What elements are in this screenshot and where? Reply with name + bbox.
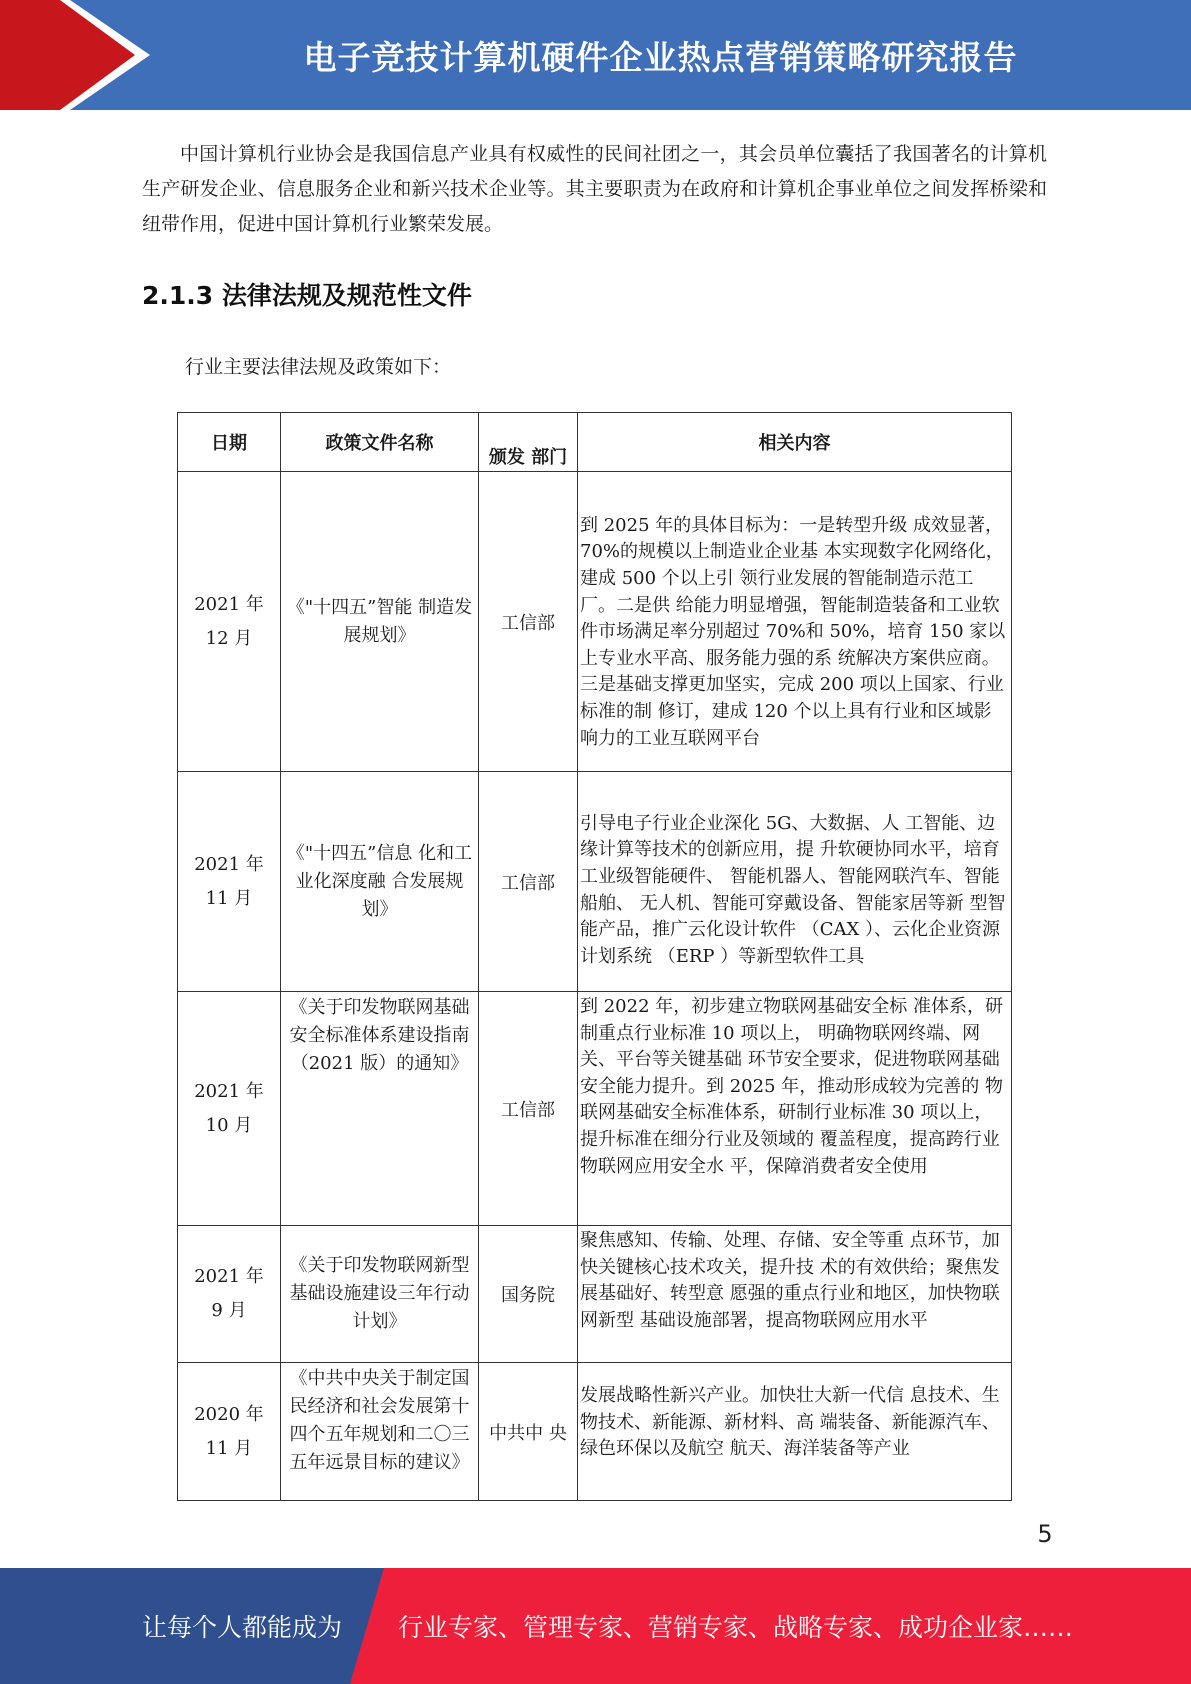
policy-name-cell: 《中共中央关于制定国民经济和社会发展第十四个五年规划和二〇三五年远景目标的建议》	[281, 1363, 479, 1501]
content-cell: 发展战略性新兴产业。加快壮大新一代信 息技术、生物技术、新能源、新材料、高 端装备、新能源汽车、绿色环保以及航空 航天、海洋装备等产业	[578, 1363, 1012, 1501]
section-heading: 2.1.3 法律法规及规范性文件	[142, 281, 472, 310]
date-year: 2021 年	[194, 1080, 264, 1102]
report-title: 电子竞技计算机硬件企业热点营销策略研究报告	[303, 37, 1018, 77]
table-row	[178, 1363, 1012, 1501]
department-cell: 工信部	[479, 772, 578, 992]
policy-name-cell: 《关于印发物联网基础安全标准体系建设指南（2021 版）的通知》	[281, 992, 479, 1226]
date-month: 11 月	[205, 887, 253, 909]
content-cell: 到 2025 年的具体目标为：一是转型升级 成效显著，70%的规模以上制造业企业基 本实现数字化网络化，建成 500 个以上引 领行业发展的智能制造示范工厂。二是供 给能力明显增强，智能制造装备和工业软 件市场满足率分别超过 70%和 50%，培育 150 家以上专业水平高、服务能力强的系 统解决方案供应商。三是基础支撑更加坚实，完成 200 项以上国家、行业标准的制 修订，建成 120 个以上具有行业和区域影 响力的工业互联网平台	[578, 472, 1012, 772]
header-date: 日期	[178, 413, 281, 472]
date-year: 2020 年	[194, 1403, 264, 1425]
header-content: 相关内容	[578, 413, 1012, 472]
date-month: 9 月	[211, 1300, 247, 1321]
content-cell: 到 2022 年，初步建立物联网基础安全标 准体系，研制重点行业标准 10 项以上， 明确物联网终端、网关、平台等关键基础 环节安全要求，促进物联网基础安全能力提升。到 2025 年，推动形成较为完善的 物联网基础安全标准体系，研制行业标准 30 项以上，提升标准在细分行业及领域的 覆盖程度，提高跨行业物联网应用安全水 平，保障消费者安全使用	[578, 992, 1012, 1226]
footer-banner	[0, 1568, 1191, 1684]
table-row	[178, 772, 1012, 992]
content-cell: 聚焦感知、传输、处理、存储、安全等重 点环节，加快关键核心技术攻关，提升技 术的有效供给；聚焦发展基础好、转型意 愿强的重点行业和地区，加快物联网新型 基础设施部署，提高物联网应用水平	[578, 1226, 1012, 1363]
policy-name-cell: 《"十四五”智能 制造发展规划》	[281, 472, 479, 772]
date-year: 2021 年	[194, 853, 264, 875]
table-intro-text: 行业主要法律法规及政策如下：	[185, 356, 452, 378]
date-cell	[178, 772, 281, 992]
footer-slogan-right: 行业专家、管理专家、营销专家、战略专家、成功企业家……	[398, 1613, 1074, 1642]
date-cell	[178, 992, 281, 1226]
department-cell: 工信部	[479, 992, 578, 1226]
date-cell	[178, 1226, 281, 1363]
policy-name-cell: 《关于印发物联网新型基础设施建设三年行动计划》	[281, 1226, 479, 1363]
date-month: 10 月	[205, 1114, 253, 1136]
date-month: 11 月	[205, 1437, 253, 1459]
date-month: 12 月	[205, 627, 253, 649]
header-banner	[0, 0, 1191, 110]
date-year: 2021 年	[194, 593, 264, 615]
date-cell	[178, 1363, 281, 1501]
header-policy-name: 政策文件名称	[281, 413, 479, 472]
department-cell: 工信部	[479, 472, 578, 772]
department-cell: 中共中 央	[479, 1363, 578, 1501]
date-year: 2021 年	[194, 1266, 264, 1287]
table-header-row	[178, 413, 1012, 472]
intro-paragraph: 中国计算机行业协会是我国信息产业具有权威性的民间社团之一，其会员单位囊括了我国著名的计算机生产研发企业、信息服务企业和新兴技术企业等。其主要职责为在政府和计算机企事业单位之间发挥桥梁和纽带作用，促进中国计算机行业繁荣发展。	[142, 143, 1047, 235]
header-arrow-decoration	[0, 0, 150, 110]
footer-slogan-left: 让每个人都能成为	[142, 1613, 343, 1642]
date-cell	[178, 472, 281, 772]
content-cell: 引导电子行业企业深化 5G、大数据、人 工智能、边缘计算等技术的创新应用，提 升软硬协同水平，培育工业级智能硬件、 智能机器人、智能网联汽车、智能船舶、 无人机、智能可穿戴设备、智能家居等新 型智能产品，推广云化设计软件 （CAX ）、云化企业资源计划系统 （ERP ）等新型软件工具	[578, 772, 1012, 992]
policy-table	[177, 412, 1012, 1501]
department-cell: 国务院	[479, 1226, 578, 1363]
table-row	[178, 1226, 1012, 1363]
header-department: 颁发 部门	[479, 413, 578, 472]
page-number: 5	[1037, 1520, 1053, 1548]
table-row	[178, 992, 1012, 1226]
table-row	[178, 472, 1012, 772]
policy-name-cell: 《"十四五”信息 化和工业化深度融 合发展规划》	[281, 772, 479, 992]
